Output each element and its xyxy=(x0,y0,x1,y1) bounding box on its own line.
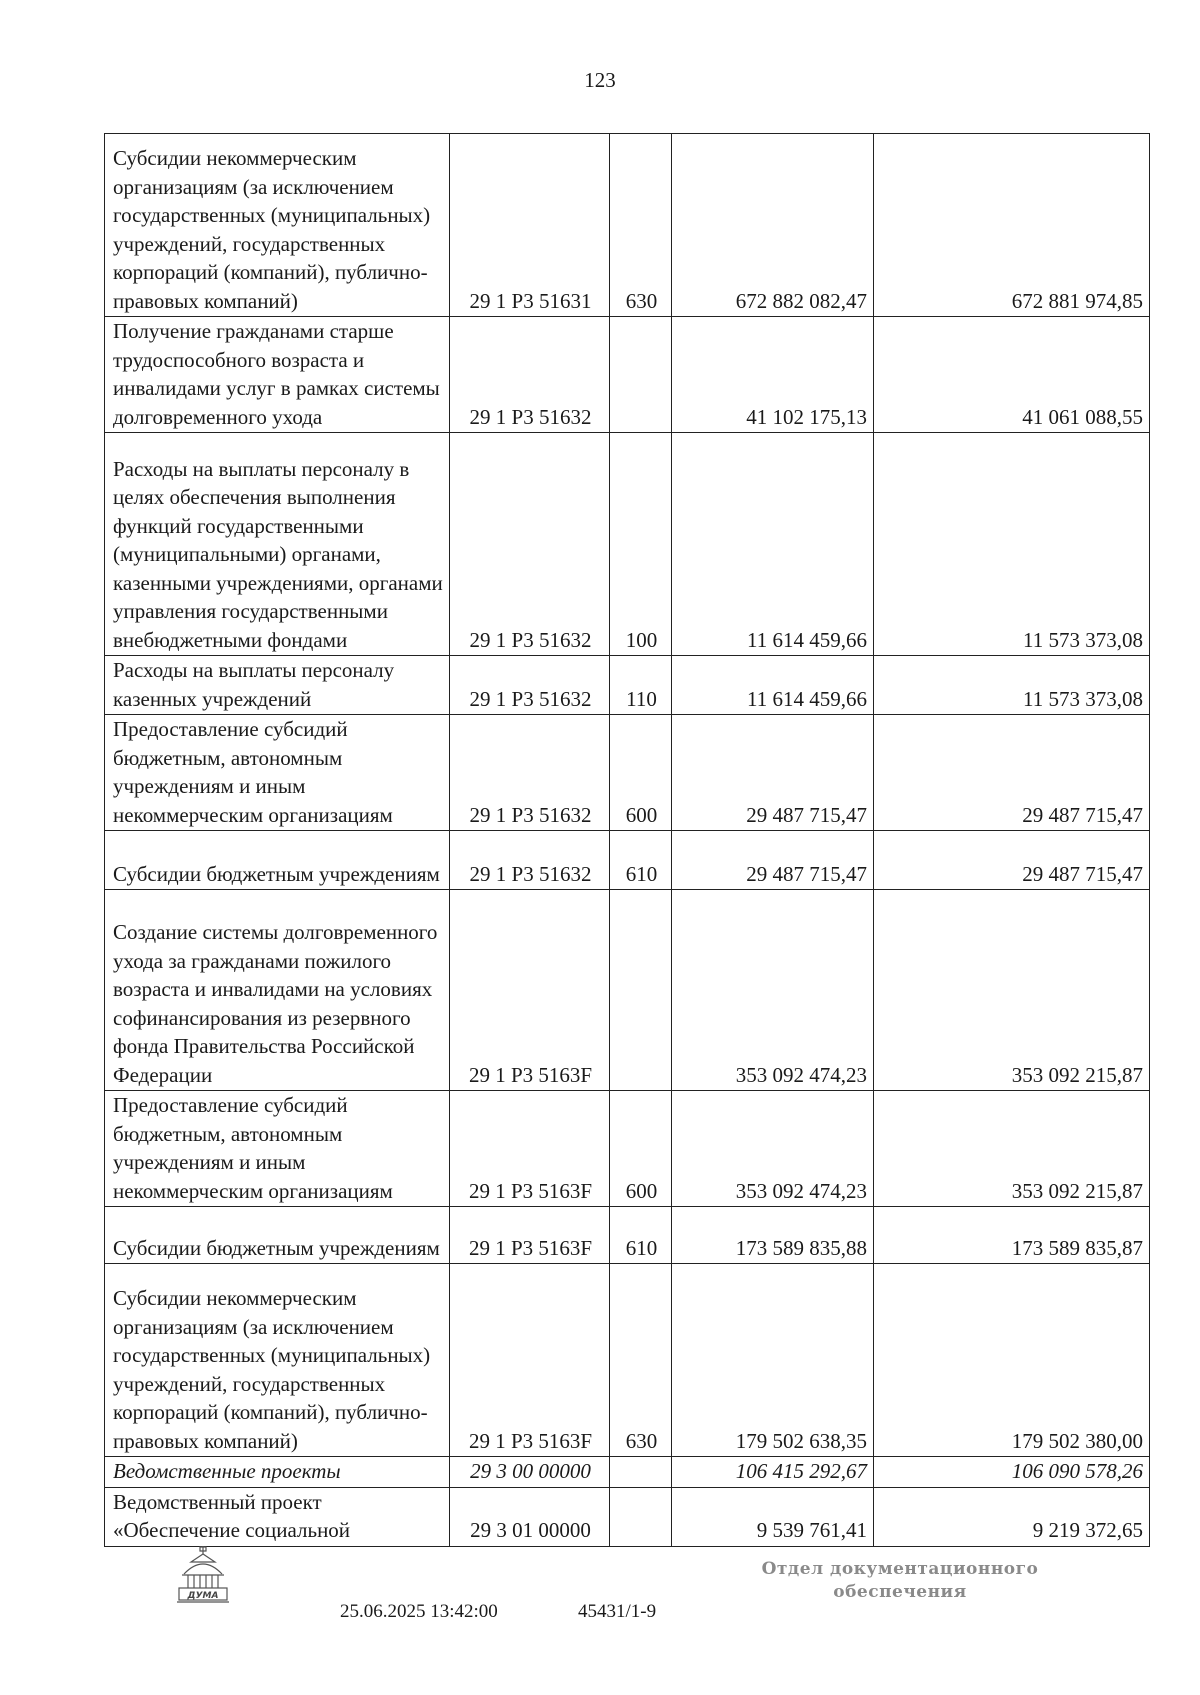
table-row xyxy=(105,134,1150,317)
footer-doc-number: 45431/1-9 xyxy=(578,1601,657,1622)
row-fact-amount: 9 219 372,65 xyxy=(874,1487,1150,1546)
row-name: Субсидии бюджетным учреждениям xyxy=(105,1207,450,1264)
budget-table xyxy=(104,133,1150,1547)
row-expense-type: 600 xyxy=(610,715,672,831)
table-row xyxy=(105,1457,1150,1488)
row-code: 29 3 01 00000 xyxy=(450,1487,610,1546)
svg-text:ДУМА: ДУМА xyxy=(187,1591,219,1601)
row-plan-amount: 11 614 459,66 xyxy=(672,656,874,715)
row-expense-type: 610 xyxy=(610,1207,672,1264)
row-plan-amount: 173 589 835,88 xyxy=(672,1207,874,1264)
row-expense-type: 110 xyxy=(610,656,672,715)
row-name: Предоставление субсидий бюджетным, автономным учреждениям и иным некоммерческим организациям xyxy=(105,715,450,831)
row-code: 29 1 Р3 5163F xyxy=(450,1264,610,1457)
row-fact-amount: 173 589 835,87 xyxy=(874,1207,1150,1264)
row-plan-amount: 353 092 474,23 xyxy=(672,1091,874,1207)
row-expense-type xyxy=(610,1457,672,1488)
table-row xyxy=(105,1487,1150,1546)
row-name: Расходы на выплаты персоналу казенных учреждений xyxy=(105,656,450,715)
row-fact-amount: 672 881 974,85 xyxy=(874,134,1150,317)
row-fact-amount: 11 573 373,08 xyxy=(874,433,1150,656)
row-expense-type: 630 xyxy=(610,1264,672,1457)
row-code: 29 1 Р3 51632 xyxy=(450,317,610,433)
table-row xyxy=(105,890,1150,1091)
row-plan-amount: 29 487 715,47 xyxy=(672,831,874,890)
row-name: Ведомственные проекты xyxy=(105,1457,450,1488)
row-plan-amount: 106 415 292,67 xyxy=(672,1457,874,1488)
row-name: Субсидии бюджетным учреждениям xyxy=(105,831,450,890)
row-code: 29 1 Р3 5163F xyxy=(450,1091,610,1207)
row-fact-amount: 179 502 380,00 xyxy=(874,1264,1150,1457)
row-code: 29 1 Р3 51632 xyxy=(450,715,610,831)
row-name: Субсидии некоммерческим организациям (за исключением государственных (муниципальных) учреждений, государственных корпораций (компаний), публично-правовых компаний) xyxy=(105,1264,450,1457)
row-name: Создание системы долговременного ухода за гражданами пожилого возраста и инвалидами на условиях софинансирования из резервного фонда Правительства Российской Федерации xyxy=(105,890,450,1091)
table-row xyxy=(105,1264,1150,1457)
row-code: 29 1 Р3 51631 xyxy=(450,134,610,317)
row-expense-type: 610 xyxy=(610,831,672,890)
row-plan-amount: 353 092 474,23 xyxy=(672,890,874,1091)
row-code: 29 1 Р3 51632 xyxy=(450,831,610,890)
row-fact-amount: 353 092 215,87 xyxy=(874,1091,1150,1207)
table-row xyxy=(105,831,1150,890)
table-row xyxy=(105,715,1150,831)
row-expense-type: 630 xyxy=(610,134,672,317)
row-plan-amount: 29 487 715,47 xyxy=(672,715,874,831)
row-expense-type xyxy=(610,890,672,1091)
row-name: Получение гражданами старше трудоспособного возраста и инвалидами услуг в рамках системы долговременного ухода xyxy=(105,317,450,433)
row-expense-type: 100 xyxy=(610,433,672,656)
row-code: 29 1 Р3 5163F xyxy=(450,890,610,1091)
row-name: Предоставление субсидий бюджетным, автономным учреждениям и иным некоммерческим организациям xyxy=(105,1091,450,1207)
row-fact-amount: 353 092 215,87 xyxy=(874,890,1150,1091)
duma-building-logo-icon xyxy=(174,1544,232,1606)
department-stamp xyxy=(750,1558,1050,1604)
footer-datetime: 25.06.2025 13:42:00 xyxy=(340,1601,498,1622)
row-plan-amount: 672 882 082,47 xyxy=(672,134,874,317)
stamp-line-2: обеспечения xyxy=(833,1582,967,1602)
row-fact-amount: 11 573 373,08 xyxy=(874,656,1150,715)
row-fact-amount: 106 090 578,26 xyxy=(874,1457,1150,1488)
row-code: 29 3 00 00000 xyxy=(450,1457,610,1488)
table-row xyxy=(105,1207,1150,1264)
table-row xyxy=(105,1091,1150,1207)
row-plan-amount: 41 102 175,13 xyxy=(672,317,874,433)
page-number: 123 xyxy=(584,68,616,92)
table-row xyxy=(105,656,1150,715)
row-code: 29 1 Р3 5163F xyxy=(450,1207,610,1264)
row-plan-amount: 179 502 638,35 xyxy=(672,1264,874,1457)
row-name: Расходы на выплаты персоналу в целях обеспечения выполнения функций государственными (муниципальными) органами, казенными учреждениями, органами управления государственными внебюджетными фондами xyxy=(105,433,450,656)
table-row xyxy=(105,433,1150,656)
table-row xyxy=(105,317,1150,433)
row-code: 29 1 Р3 51632 xyxy=(450,433,610,656)
row-plan-amount: 11 614 459,66 xyxy=(672,433,874,656)
row-name: Ведомственный проект «Обеспечение социальной xyxy=(105,1487,450,1546)
row-expense-type: 600 xyxy=(610,1091,672,1207)
row-expense-type xyxy=(610,317,672,433)
row-fact-amount: 29 487 715,47 xyxy=(874,715,1150,831)
row-name: Субсидии некоммерческим организациям (за исключением государственных (муниципальных) учреждений, государственных корпораций (компаний), публично-правовых компаний) xyxy=(105,134,450,317)
row-plan-amount: 9 539 761,41 xyxy=(672,1487,874,1546)
row-fact-amount: 29 487 715,47 xyxy=(874,831,1150,890)
stamp-line-1: Отдел документационного xyxy=(761,1559,1039,1579)
row-fact-amount: 41 061 088,55 xyxy=(874,317,1150,433)
row-code: 29 1 Р3 51632 xyxy=(450,656,610,715)
row-expense-type xyxy=(610,1487,672,1546)
